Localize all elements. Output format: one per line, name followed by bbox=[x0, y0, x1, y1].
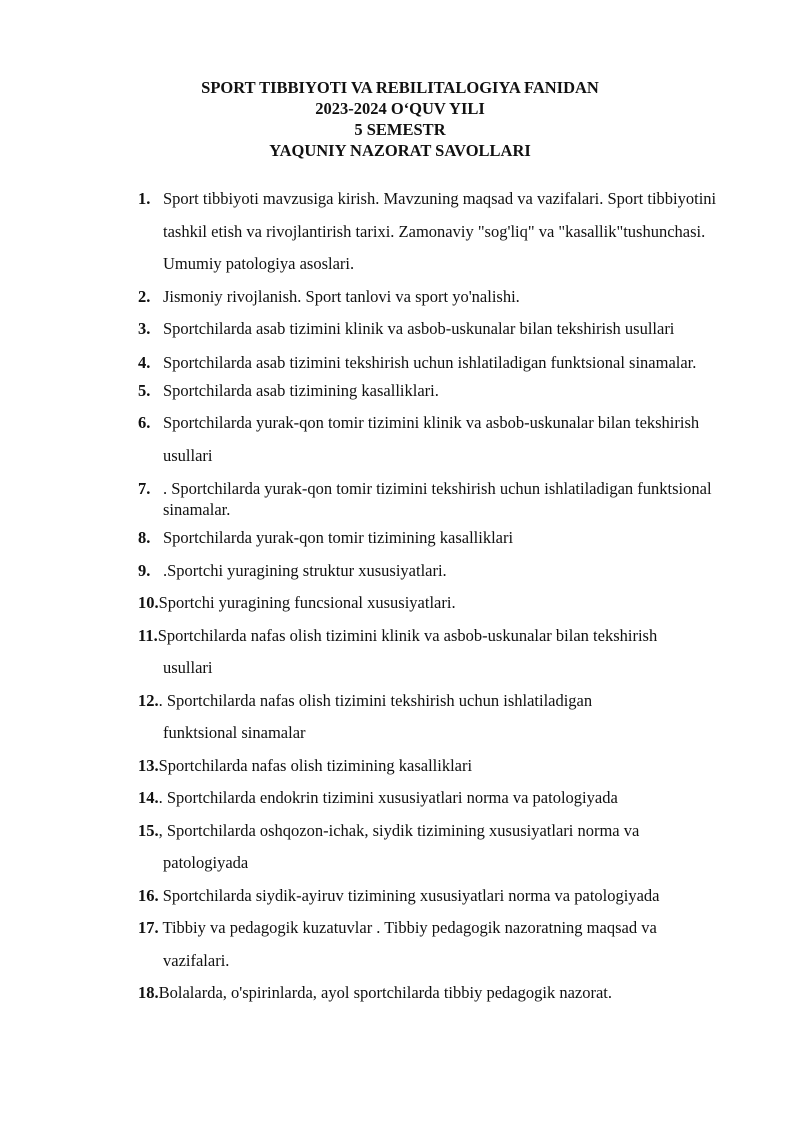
header-exam-title: YAQUNIY NAZORAT SAVOLLARI bbox=[269, 141, 531, 160]
question-item bbox=[138, 782, 748, 815]
question-text: Jismoniy rivojlanish. Sport tanlovi va sport yo'nalishi. bbox=[163, 286, 520, 306]
question-number: 11. bbox=[138, 625, 158, 645]
question-text: Sportchilarda nafas olish tizimining kasalliklari bbox=[158, 755, 473, 775]
question-item bbox=[138, 587, 748, 620]
question-item bbox=[138, 750, 748, 783]
question-item bbox=[138, 375, 748, 408]
question-text-continuation: vazifalari. bbox=[163, 950, 230, 970]
question-text: Sportchilarda yurak-qon tomir tizimini klinik va asbob-uskunalar bilan tekshirish usullari bbox=[163, 413, 700, 465]
question-item bbox=[138, 313, 748, 346]
question-item bbox=[138, 281, 748, 314]
header-subject-title: SPORT TIBBIYOTI VA REBILITALOGIYA FANIDAN bbox=[201, 78, 599, 97]
question-item bbox=[138, 912, 748, 977]
question-number: 8. bbox=[138, 528, 151, 547]
question-text: Bolalarda, o'spirinlarda, ayol sportchilarda tibbiy pedagogik nazorat. bbox=[158, 983, 612, 1002]
question-item bbox=[138, 555, 748, 588]
question-item bbox=[138, 472, 748, 526]
question-number: 10. bbox=[138, 593, 159, 612]
question-text: . Sportchilarda yurak-qon tomir tizimini tekshirish uchun ishlatiladigan funktsional sinamalar. bbox=[163, 479, 712, 519]
question-number: 15. bbox=[138, 820, 159, 840]
question-list bbox=[138, 183, 748, 1010]
question-text: Sportchilarda asab tizimini tekshirish uchun ishlatiladigan funktsional sinamalar. bbox=[163, 352, 697, 372]
question-number: 18. bbox=[138, 983, 159, 1002]
question-item bbox=[138, 183, 748, 281]
question-number: 6. bbox=[138, 413, 151, 432]
question-item bbox=[138, 815, 748, 880]
question-text: Sportchilarda nafas olish tizimini klinik va asbob-uskunalar bilan tekshirish bbox=[157, 625, 658, 645]
question-item bbox=[138, 880, 748, 913]
question-item bbox=[138, 407, 748, 472]
question-item bbox=[138, 977, 748, 1010]
question-text: , Sportchilarda oshqozon-ichak, siydik tizimining xususiyatlari norma va bbox=[158, 820, 640, 840]
question-number: 2. bbox=[138, 286, 151, 306]
question-number: 3. bbox=[138, 319, 151, 338]
question-text: Sportchilarda yurak-qon tomir tizimining kasalliklari bbox=[163, 528, 514, 547]
document-header bbox=[0, 77, 800, 161]
question-item bbox=[138, 620, 748, 685]
question-number: 13. bbox=[138, 755, 159, 775]
question-number: 16. bbox=[138, 885, 159, 905]
question-text-continuation: usullari bbox=[163, 658, 213, 677]
question-text: . Sportchilarda endokrin tizimini xususiyatlari norma va patologiyada bbox=[158, 788, 618, 807]
question-number: 9. bbox=[138, 560, 151, 580]
question-number: 14. bbox=[138, 788, 159, 807]
question-number: 1. bbox=[138, 189, 151, 208]
question-item bbox=[138, 685, 748, 750]
question-number: 5. bbox=[138, 380, 151, 400]
question-text: Sportchilarda asab tizimining kasalliklari. bbox=[163, 380, 439, 400]
question-text: .Sportchi yuragining struktur xususiyatlari. bbox=[163, 560, 447, 580]
question-item bbox=[138, 522, 748, 555]
question-text: . Sportchilarda nafas olish tizimini tekshirish uchun ishlatiladigan bbox=[158, 690, 593, 710]
header-academic-year: 2023-2024 O‘QUV YILI bbox=[315, 99, 485, 118]
question-text-continuation: funktsional sinamalar bbox=[163, 723, 306, 742]
question-number: 12. bbox=[138, 690, 159, 710]
question-text: Sportchilarda asab tizimini klinik va asbob-uskunalar bilan tekshirish usullari bbox=[163, 319, 675, 338]
question-number: 4. bbox=[138, 352, 151, 372]
question-number: 7. bbox=[138, 479, 151, 498]
question-text: Sport tibbiyoti mavzusiga kirish. Mavzuning maqsad va vazifalari. Sport tibbiyotini tashkil etish va rivojlantirish tarixi. Zamonaviy "sog'liq" va "kasallik"tushunchasi. Umumiy patologiya asoslari. bbox=[163, 189, 717, 273]
question-text-continuation: patologiyada bbox=[163, 853, 249, 872]
question-number: 17. bbox=[138, 918, 159, 937]
question-text: Sportchilarda siydik-ayiruv tizimining xususiyatlari norma va patologiyada bbox=[158, 885, 660, 905]
header-semester: 5 SEMESTR bbox=[354, 120, 446, 139]
question-text: Sportchi yuragining funcsional xususiyatlari. bbox=[158, 593, 456, 612]
question-text: Tibbiy va pedagogik kuzatuvlar . Tibbiy pedagogik nazoratning maqsad va bbox=[158, 918, 657, 937]
